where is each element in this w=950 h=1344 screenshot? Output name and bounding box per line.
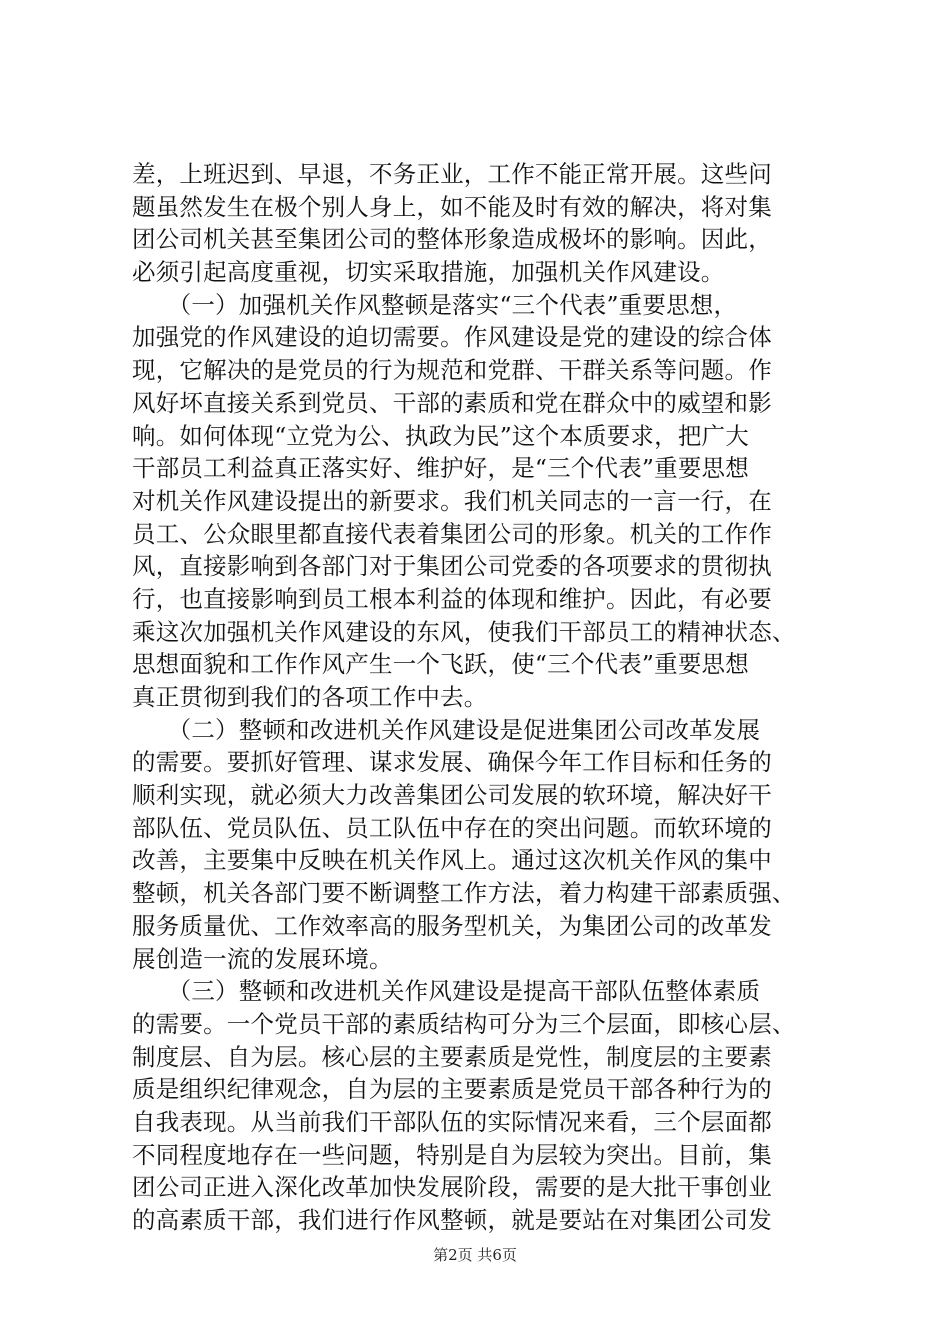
text-line: 的需要。要抓好管理、谋求发展、确保今年工作目标和任务的 [132,748,772,777]
text-line: （一）加强机关作风整顿是落实“三个代表”重要思想， [132,290,738,319]
text-line: 改善，主要集中反映在机关作风上。通过这次机关作风的集中 [132,846,772,875]
text-line: 整顿，机关各部门要不断调整工作方法，着力构建干部素质强、 [132,879,796,908]
text-line: 题虽然发生在极个别人身上，如不能及时有效的解决，将对集 [132,192,772,221]
text-line: 不同程度地存在一些问题，特别是自为层较为突出。目前，集 [132,1140,772,1169]
text-line: 制度层、自为层。核心层的主要素质是党性，制度层的主要素 [132,1042,772,1071]
text-line: 加强党的作风建设的迫切需要。作风建设是党的建设的综合体 [132,323,772,352]
text-line: 行，也直接影响到员工根本利益的体现和维护。因此，有必要 [132,584,772,613]
text-line: 团公司正进入深化改革加快发展阶段，需要的是大批干事创业 [132,1173,772,1202]
text-line: 风，直接影响到各部门对于集团公司党委的各项要求的贯彻执 [132,552,772,581]
page-footer: 第2页 共6页 [433,1246,517,1264]
text-line: 必须引起高度重视，切实采取措施，加强机关作风建设。 [132,258,725,287]
text-line: 真正贯彻到我们的各项工作中去。 [132,683,488,711]
text-line: 对机关作风建设提出的新要求。我们机关同志的一言一行，在 [132,486,772,515]
text-line: （三）整顿和改进机关作风建设是提高干部队伍整体素质 [132,977,761,1006]
text-line: 干部员工利益真正落实好、维护好，是“三个代表”重要思想 [132,454,749,483]
text-line: 自我表现。从当前我们干部队伍的实际情况来看，三个层面都 [132,1107,772,1136]
text-line: 乘这次加强机关作风建设的东风，使我们干部员工的精神状态、 [132,617,796,646]
text-line: 的需要。一个党员干部的素质结构可分为三个层面，即核心层、 [132,1009,796,1038]
text-line: 差，上班迟到、早退，不务正业，工作不能正常开展。这些问 [132,160,772,188]
body-text [132,158,832,1237]
text-line: 风好坏直接关系到党员、干部的素质和党在群众中的威望和影 [132,388,772,417]
text-line: 服务质量优、工作效率高的服务型机关，为集团公司的改革发 [132,911,772,940]
text-line: 质是组织纪律观念，自为层的主要素质是党员干部各种行为的 [132,1075,772,1104]
text-line: （二）整顿和改进机关作风建设是促进集团公司改革发展 [132,715,761,744]
text-line: 员工、公众眼里都直接代表着集团公司的形象。机关的工作作 [132,519,772,548]
text-line: 团公司机关甚至集团公司的整体形象造成极坏的影响。因此， [132,225,772,254]
text-line: 响。如何体现“立党为公、执政为民”这个本质要求，把广大 [132,421,749,450]
text-line: 展创造一流的发展环境。 [132,944,393,973]
text-line: 顺利实现，就必须大力改善集团公司发展的软环境，解决好干 [132,781,772,810]
text-line: 现，它解决的是党员的行为规范和党群、干群关系等问题。作 [132,356,772,385]
text-line: 部队伍、党员队伍、员工队伍中存在的突出问题。而软环境的 [132,813,772,842]
text-line: 思想面貌和工作作风产生一个飞跃，使“三个代表”重要思想 [132,650,749,679]
text-line: 的高素质干部，我们进行作风整顿，就是要站在对集团公司发 [132,1206,772,1234]
